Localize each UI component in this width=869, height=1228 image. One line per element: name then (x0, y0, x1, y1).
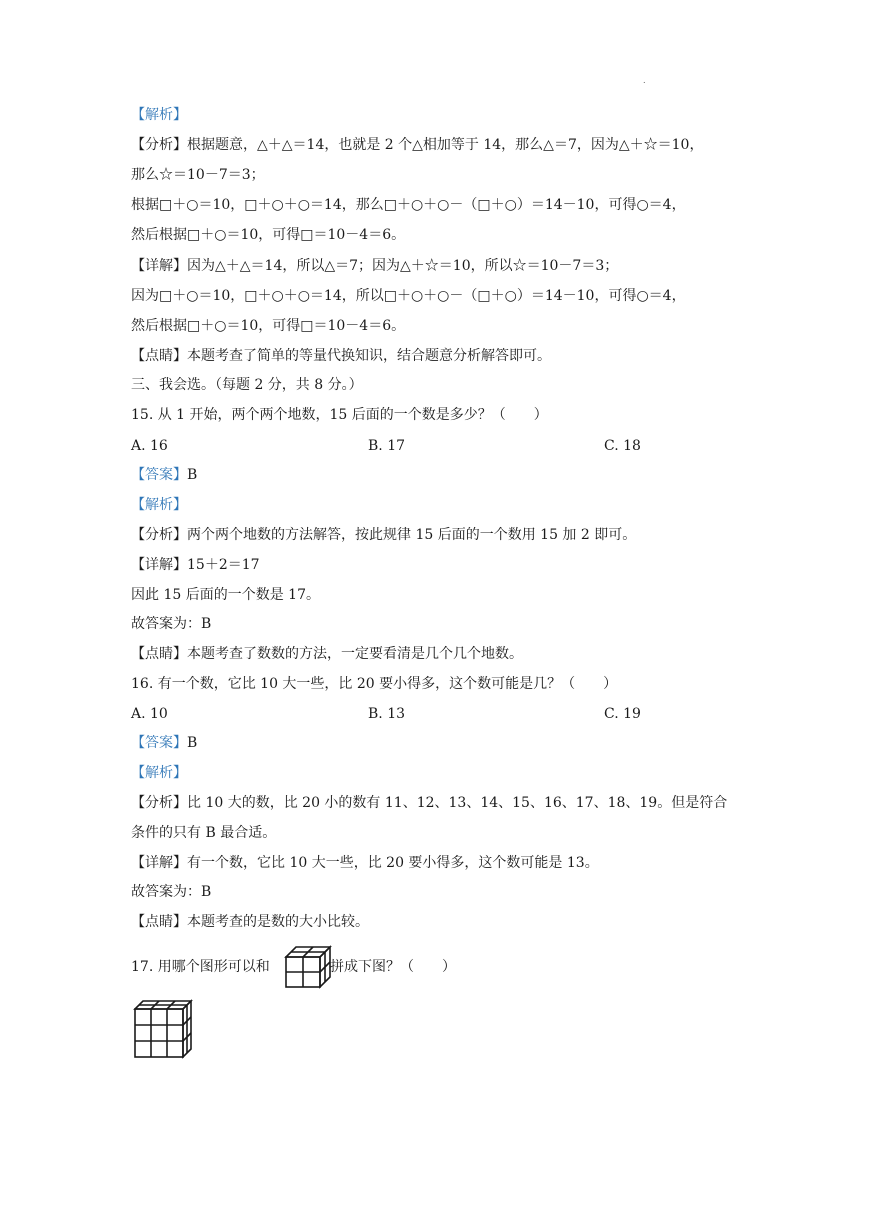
q16-jiexi-label: 【解析】 (131, 765, 187, 781)
xiangjie-text: 【详解】因为△＋△＝14，所以△＝7；因为△＋☆＝10，所以☆＝10－7＝3； (131, 258, 619, 274)
xiangjie-text: 然后根据□＋○＝10，可得□＝10－4＝6。 (131, 318, 406, 334)
q16-xiangjie: 【详解】有一个数，它比 10 大一些，比 20 要小得多，这个数可能是 13。 (131, 855, 599, 871)
question-16: 16. 有一个数，它比 10 大一些，比 20 要小得多，这个数可能是几？（ ） (131, 676, 618, 692)
large-cube-figure (133, 999, 193, 1059)
q16-answer (131, 733, 197, 753)
answer-label: 【答案】 (131, 467, 187, 483)
section-heading: 三、我会选。（每题 2 分，共 8 分。） (131, 377, 363, 393)
q16-option-a: A. 10 (131, 706, 168, 722)
q15-answer (131, 465, 197, 485)
q16-fenxi: 条件的只有 B 最合适。 (131, 825, 277, 841)
q15-option-b: B. 17 (368, 438, 406, 454)
q15-xiangjie: 【详解】15＋2＝17 (131, 557, 260, 573)
q16-dianjing: 【点睛】本题考查的是数的大小比较。 (131, 914, 369, 930)
jiexi-label: 【解析】 (131, 107, 187, 123)
q15-jiexi-label: 【解析】 (131, 497, 187, 513)
q15-option-a: A. 16 (131, 438, 168, 454)
header-mark: . (643, 76, 646, 85)
question-17-part2: 拼成下图？（ ） (330, 959, 456, 975)
question-17-part1: 17. 用哪个图形可以和 (131, 959, 270, 975)
q15-fenxi: 【分析】两个两个地数的方法解答，按此规律 15 后面的一个数用 15 加 2 即可。 (131, 527, 637, 543)
q16-option-c: C. 19 (604, 706, 641, 722)
q15-option-c: C. 18 (604, 438, 641, 454)
answer-label: 【答案】 (131, 735, 187, 751)
q15-dianjing: 【点睛】本题考查了数数的方法，一定要看清是几个几个地数。 (131, 646, 523, 662)
fenxi-text: 那么☆＝10－7＝3； (131, 167, 265, 183)
q16-option-b: B. 13 (368, 706, 406, 722)
question-15: 15. 从 1 开始，两个两个地数，15 后面的一个数是多少？（ ） (131, 407, 548, 423)
q16-fenxi: 【分析】比 10 大的数，比 20 小的数有 11、12、13、14、15、16、17、18、19。但是符合 (131, 795, 728, 811)
dianjing-text: 【点睛】本题考查了简单的等量代换知识，结合题意分析解答即可。 (131, 348, 551, 364)
small-cube-figure (284, 945, 332, 989)
fenxi-text: 【分析】根据题意，△＋△＝14，也就是 2 个△相加等于 14，那么△＝7，因为△＋☆＝10， (131, 137, 704, 153)
fenxi-text: 然后根据□＋○＝10，可得□＝10－4＝6。 (131, 227, 406, 243)
q15-conclusion: 因此 15 后面的一个数是 17。 (131, 587, 320, 603)
q16-final: 故答案为：B (131, 884, 212, 900)
q15-final: 故答案为：B (131, 616, 212, 632)
answer-value: B (187, 467, 198, 483)
answer-value: B (187, 735, 198, 751)
fenxi-text: 根据□＋○＝10，□＋○＋○＝14，那么□＋○＋○－（□＋○）＝14－10，可得○＝4， (131, 197, 686, 213)
xiangjie-text: 因为□＋○＝10，□＋○＋○＝14，所以□＋○＋○－（□＋○）＝14－10，可得○＝4， (131, 288, 686, 304)
